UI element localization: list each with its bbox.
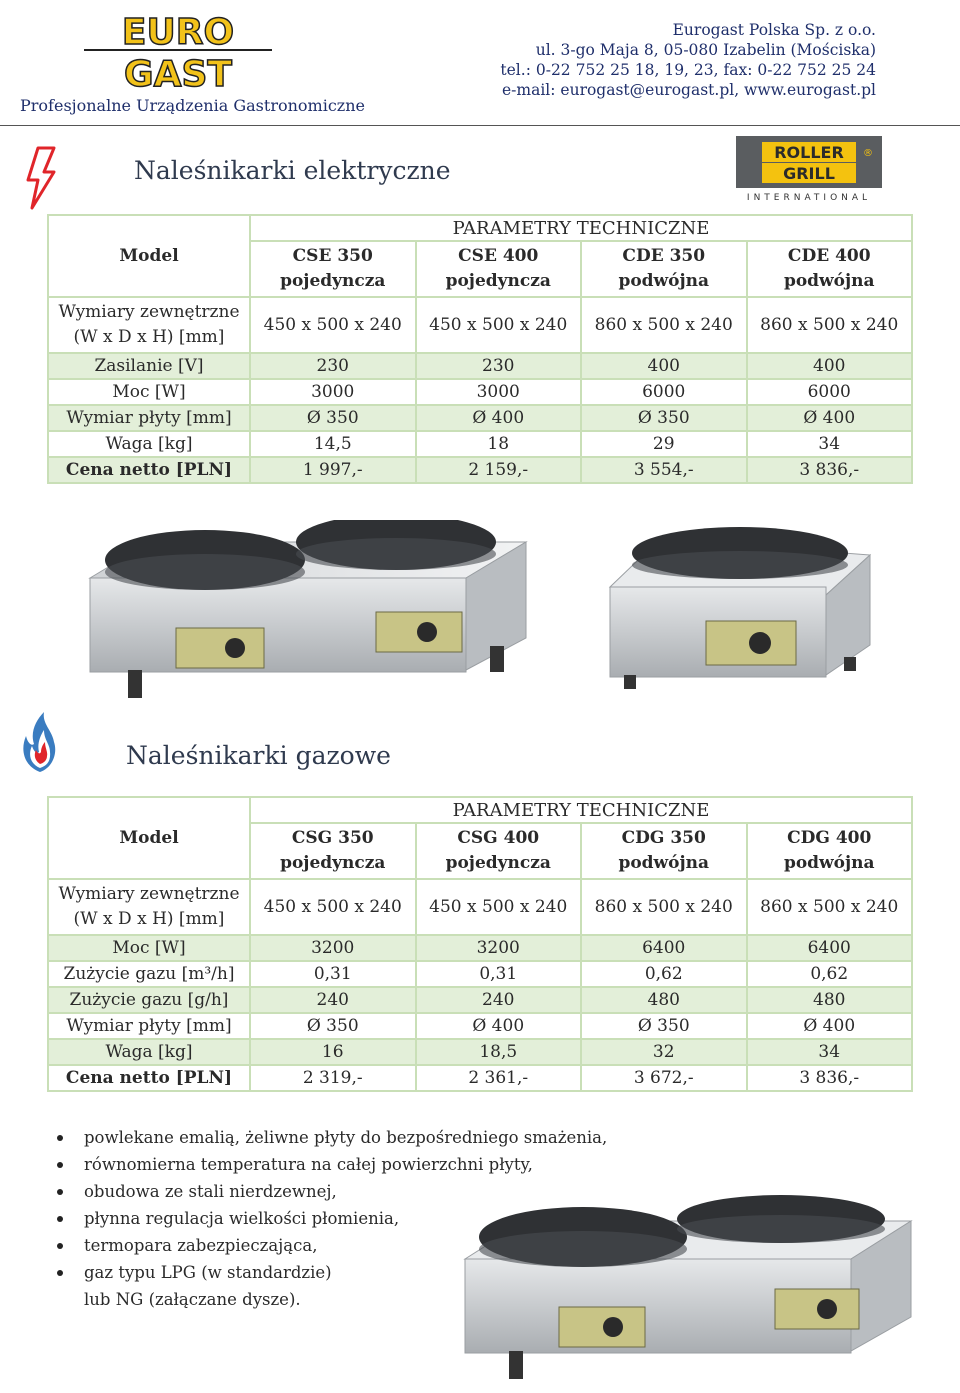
list-item: powlekane emalią, żeliwne płyty do bezpośredniego smażenia, [54,1124,607,1151]
cell: 450 x 500 x 240 [250,879,416,935]
list-item: równomierna temperatura na całej powierzchni płyty, [54,1151,607,1178]
cell: 230 [416,353,582,379]
double-crepe-maker-photo [80,520,530,700]
table-row [48,1039,912,1065]
list-item: termopara zabezpieczająca, [54,1232,607,1259]
price-cell: 3 672,- [581,1065,747,1091]
model-column: CDG 400 podwójna [747,823,913,879]
row-label: Zużycie gazu [g/h] [48,987,250,1013]
gas-flame-icon [18,710,62,774]
cell: 3200 [416,935,582,961]
model-column: CSG 350 pojedyncza [250,823,416,879]
cell: 450 x 500 x 240 [416,879,582,935]
section-title-electric: Naleśnikarki elektryczne [134,156,451,185]
table-row [48,405,912,431]
logo-text-international: INTERNATIONAL [746,193,872,202]
cell: Ø 400 [416,405,582,431]
row-label: Wymiar płyty [mm] [48,405,250,431]
cell: Ø 350 [581,1013,747,1039]
row-label: Cena netto [PLN] [48,457,250,483]
header-divider [0,125,960,126]
cell: 18 [416,431,582,457]
cell: 860 x 500 x 240 [581,879,747,935]
cell: 6000 [747,379,913,405]
model-column: CSE 400 pojedyncza [416,241,582,297]
cell: 400 [747,353,913,379]
registered-mark: ® [863,148,873,159]
table-row [48,935,912,961]
price-row [48,1065,912,1091]
logo-text-gast: GAST [124,54,232,92]
electric-spec-table [47,214,913,484]
cell: 450 x 500 x 240 [250,297,416,353]
row-label: Waga [kg] [48,1039,250,1065]
company-name: Eurogast Polska Sp. z o.o. [672,21,876,39]
table-row [48,987,912,1013]
cell: Ø 400 [747,405,913,431]
cell: 29 [581,431,747,457]
cell: 34 [747,431,913,457]
cell: 860 x 500 x 240 [581,297,747,353]
cell: 6400 [747,935,913,961]
row-label: Moc [W] [48,935,250,961]
list-item: płynna regulacja wielkości płomienia, [54,1205,607,1232]
table-row [48,431,912,457]
single-crepe-maker-photo [600,525,872,690]
cell: Ø 400 [747,1013,913,1039]
company-address: ul. 3-go Maja 8, 05-080 Izabelin (Mościska) [535,41,876,59]
cell: Ø 350 [581,405,747,431]
table-row [48,379,912,405]
logo-text-roller: ROLLER [774,143,844,162]
cell: 3000 [416,379,582,405]
cell: Ø 350 [250,405,416,431]
cell: 34 [747,1039,913,1065]
cell: 230 [250,353,416,379]
model-column: CDE 350 podwójna [581,241,747,297]
cell: 6000 [581,379,747,405]
contact-block [500,20,876,100]
model-label: Model [48,797,250,879]
price-cell: 3 836,- [747,1065,913,1091]
model-column: CDE 400 podwójna [747,241,913,297]
price-cell: 1 997,- [250,457,416,483]
row-label: Wymiary zewnętrzne (W x D x H) [mm] [48,297,250,353]
eurogast-logo [78,8,278,92]
table-title: PARAMETRY TECHNICZNE [250,797,912,823]
lightning-bolt-icon [24,146,60,210]
row-label: Cena netto [PLN] [48,1065,250,1091]
model-column: CDG 350 podwójna [581,823,747,879]
cell: Ø 350 [250,1013,416,1039]
cell: 32 [581,1039,747,1065]
price-cell: 2 319,- [250,1065,416,1091]
price-cell: 2 361,- [416,1065,582,1091]
cell: 400 [581,353,747,379]
row-label: Waga [kg] [48,431,250,457]
row-label: Zasilanie [V] [48,353,250,379]
cell: 6400 [581,935,747,961]
cell: 3200 [250,935,416,961]
cell: 16 [250,1039,416,1065]
company-tagline: Profesjonalne Urządzenia Gastronomiczne [20,96,365,115]
table-row [48,961,912,987]
company-email: e-mail: eurogast@eurogast.pl, www.eurogast.pl [502,81,876,99]
list-item: gaz typu LPG (w standardzie) [54,1259,607,1286]
company-phone: tel.: 0-22 752 25 18, 19, 23, fax: 0-22 752 25 24 [500,61,876,79]
row-label: Moc [W] [48,379,250,405]
cell: 860 x 500 x 240 [747,879,913,935]
model-column: CSG 400 pojedyncza [416,823,582,879]
cell: 240 [416,987,582,1013]
cell: 480 [581,987,747,1013]
list-item-continuation: lub NG (załączane dysze). [84,1290,301,1309]
table-title: PARAMETRY TECHNICZNE [250,215,912,241]
cell: 450 x 500 x 240 [416,297,582,353]
cell: 0,31 [416,961,582,987]
double-gas-crepe-maker-photo [455,1195,915,1380]
cell: 860 x 500 x 240 [747,297,913,353]
list-item: obudowa ze stali nierdzewnej, [54,1178,607,1205]
cell: 240 [250,987,416,1013]
cell: 0,31 [250,961,416,987]
cell: 0,62 [747,961,913,987]
logo-text-grill: GRILL [783,164,835,183]
row-label: Zużycie gazu [m³/h] [48,961,250,987]
cell: 18,5 [416,1039,582,1065]
table-row [48,1013,912,1039]
model-label: Model [48,215,250,297]
gas-spec-table [47,796,913,1092]
cell: 3000 [250,379,416,405]
roller-grill-logo [736,136,882,202]
section-title-gas: Naleśnikarki gazowe [126,741,391,770]
price-cell: 2 159,- [416,457,582,483]
price-row [48,457,912,483]
table-row [48,353,912,379]
row-label: Wymiary zewnętrzne (W x D x H) [mm] [48,879,250,935]
logo-text-euro: EURO [121,12,235,53]
cell: 480 [747,987,913,1013]
cell: 14,5 [250,431,416,457]
cell: 0,62 [581,961,747,987]
model-column: CSE 350 pojedyncza [250,241,416,297]
row-label: Wymiar płyty [mm] [48,1013,250,1039]
price-cell: 3 836,- [747,457,913,483]
cell: Ø 400 [416,1013,582,1039]
price-cell: 3 554,- [581,457,747,483]
